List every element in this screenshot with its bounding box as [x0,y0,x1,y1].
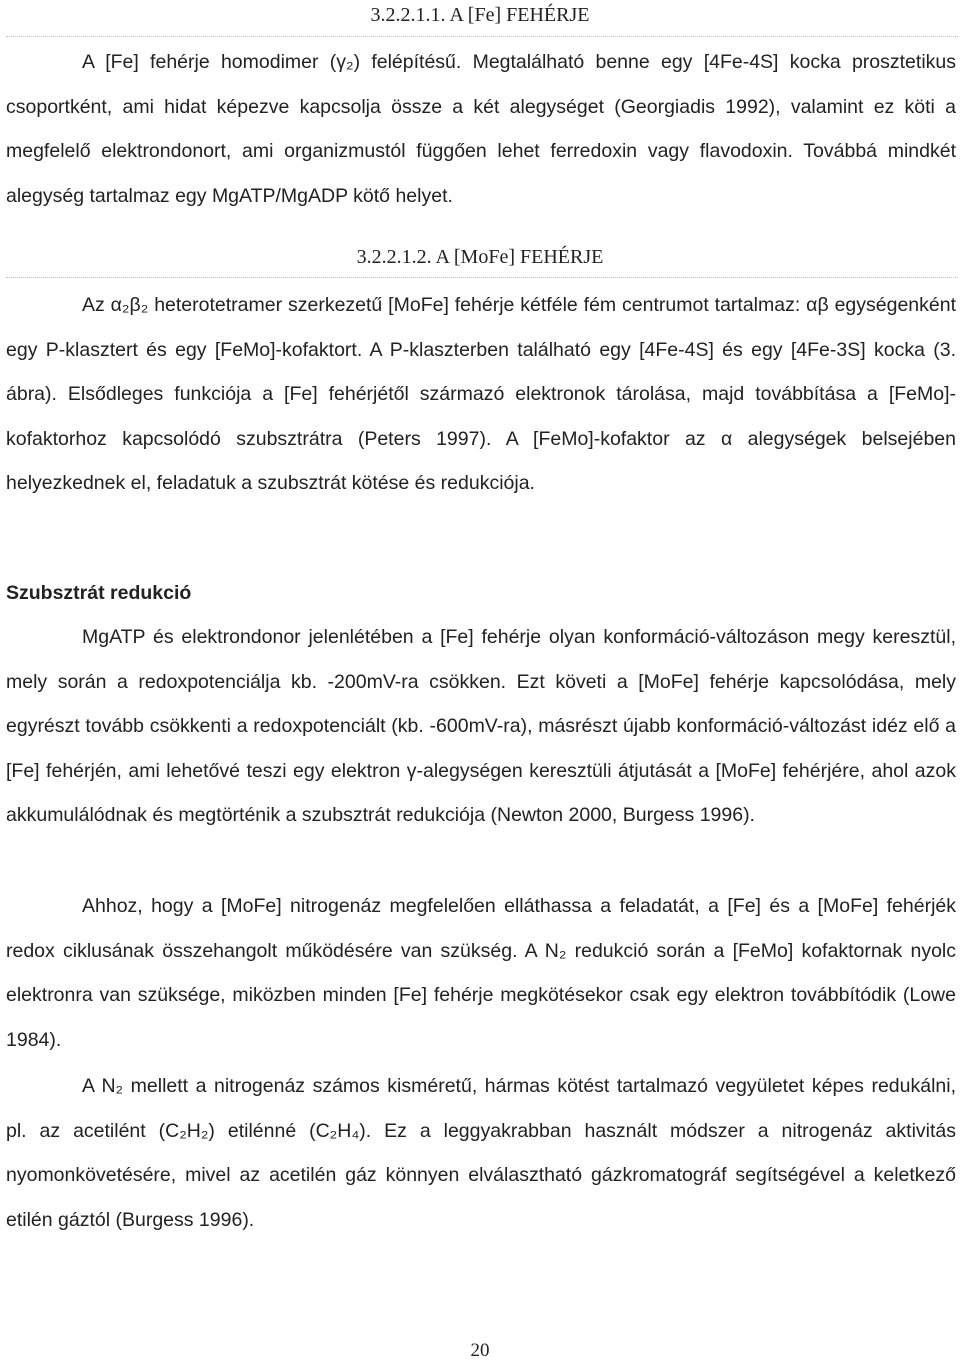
paragraph-substrate-reduction-1 [6,615,956,838]
paragraph-text: A N₂ mellett a nitrogenáz számos kisméretű, hármas kötést tartalmazó vegyületet képes redukálni, pl. az acetilént (C₂H₂) etilénné (C₂H₄). Ez a leggyakrabban használt módszer a nitrogenáz aktivitás nyomonkövetésére, mivel az acetilén gáz könnyen elválasztható gázkromatográf segítségével a keletkező etilén gáztól (Burgess 1996). [6,1075,956,1231]
paragraph-text: Ahhoz, hogy a [MoFe] nitrogenáz megfelelően elláthassa a feladatát, a [Fe] és a [MoFe] fehérjék redox ciklusának összehangolt működésére van szükség. A N₂ redukció során a [FeMo] kofaktornak nyolc elektronra van szüksége, miközben minden [Fe] fehérje megkötésekor csak egy elektron továbbítódik (Lowe 1984). [6,895,956,1051]
heading-divider [6,36,958,37]
paragraph-fe-protein [6,40,956,218]
heading-divider [6,277,958,278]
section-heading-fe-protein: 3.2.2.1.1. A [Fe] FEHÉRJE [370,4,590,26]
paragraph-mofe-protein [6,283,956,506]
paragraph-substrate-reduction-2 [6,884,956,1062]
subsection-heading-substrate-reduction: Szubsztrát redukció [6,582,192,604]
paragraph-text: MgATP és elektrondonor jelenlétében a [Fe] fehérje olyan konformáció-változáson megy keresztül, mely során a redoxpotenciálja kb. -200mV-ra csökken. Ezt követi a [MoFe] fehérje kapcsolódása, mely egyrészt tovább csökkenti a redoxpotenciált (kb. -600mV-ra), másrészt újabb konformáció-változást idéz elő a [Fe] fehérjén, ami lehetővé teszi egy elektron γ-alegységen keresztüli átjutását a [MoFe] fehérjére, ahol azok akkumulálódnak és megtörténik a szubsztrát redukciója (Newton 2000, Burgess 1996). [6,626,956,826]
section-heading-mofe-protein: 3.2.2.1.2. A [MoFe] FEHÉRJE [356,246,604,268]
paragraph-text: A [Fe] fehérje homodimer (γ₂) felépítésű. Megtalálható benne egy [4Fe-4S] kocka prosztetikus csoportként, ami hidat képezve kapcsolja össze a két alegységet (Georgiadis 1992), valamint ez köti a megfelelő elektrondonort, ami organizmustól függően lehet ferredoxin vagy flavodoxin. Továbbá mindkét alegység tartalmaz egy MgATP/MgADP kötő helyet. [6,51,956,207]
paragraph-substrate-reduction-3 [6,1064,956,1242]
paragraph-text: Az α₂β₂ heterotetramer szerkezetű [MoFe] fehérje kétféle fém centrumot tartalmaz: αβ egységenként egy P-klasztert és egy [FeMo]-kofaktort. A P-klaszterben található egy [4Fe-4S] és egy [4Fe-3S] kocka (3. ábra). Elsődleges funkciója a [Fe] fehérjétől származó elektronok tárolása, majd továbbítása a [FeMo]-kofaktorhoz kapcsolódó szubsztrátra (Peters 1997). A [FeMo]-kofaktor az α alegységek belsejében helyezkednek el, feladatuk a szubsztrát kötése és redukciója. [6,294,956,494]
page-number: 20 [470,1340,490,1361]
